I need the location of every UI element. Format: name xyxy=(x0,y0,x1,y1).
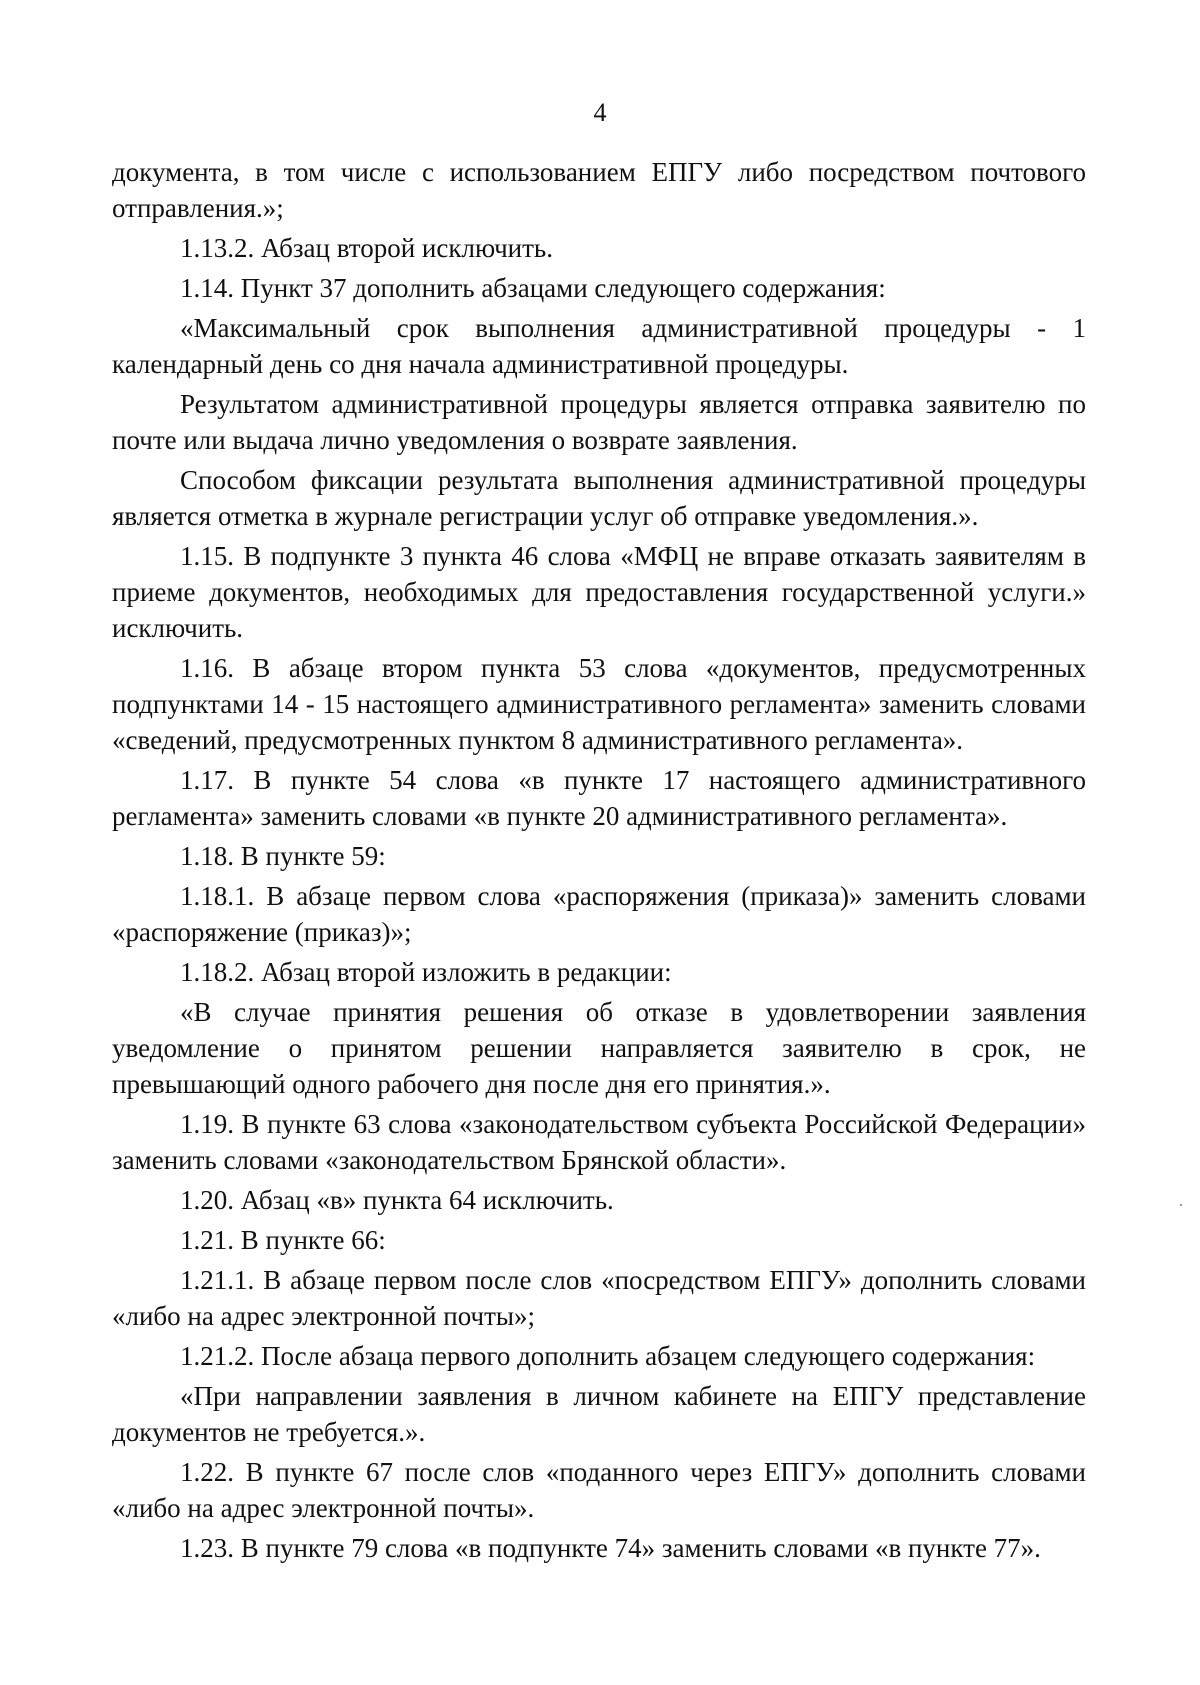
paragraph-1-17: 1.17. В пункте 54 слова «в пункте 17 настоящего административного регламента» заменить словами «в пункте 20 административного регламента». xyxy=(112,765,1086,831)
paragraph-result: Результатом административной процедуры является отправка заявителю по почте или выдача лично уведомления о возврате заявления. xyxy=(112,389,1086,455)
paragraph-1-19: 1.19. В пункте 63 слова «законодательством субъекта Российской Федерации» заменить словами «законодательством Брянской области». xyxy=(112,1109,1086,1175)
paragraph-1-15: 1.15. В подпункте 3 пункта 46 слова «МФЦ не вправе отказать заявителям в приеме документов, необходимых для предоставления государственной услуги.» исключить. xyxy=(112,541,1086,643)
scan-artifact xyxy=(1180,1204,1182,1206)
paragraph-1-18-2: 1.18.2. Абзац второй изложить в редакции: xyxy=(180,957,672,987)
page-number: 4 xyxy=(593,98,607,127)
paragraph-1-18: 1.18. В пункте 59: xyxy=(180,841,386,871)
paragraph-1-20: 1.20. Абзац «в» пункта 64 исключить. xyxy=(180,1185,614,1215)
paragraph-1-23: 1.23. В пункте 79 слова «в подпункте 74» заменить словами «в пункте 77». xyxy=(180,1533,1041,1563)
paragraph-1-18-1: 1.18.1. В абзаце первом слова «распоряжения (приказа)» заменить словами «распоряжение (приказ)»; xyxy=(112,881,1086,947)
paragraph-quote-refusal: «В случае принятия решения об отказе в удовлетворении заявления уведомление о принятом решении направляется заявителю в срок, не превышающий одного рабочего дня после дня его принятия.». xyxy=(112,997,1086,1099)
paragraph-fixation: Способом фиксации результата выполнения административной процедуры является отметка в журнале регистрации услуг об отправке уведомления.». xyxy=(112,465,1086,531)
paragraph-1-16: 1.16. В абзаце втором пункта 53 слова «документов, предусмотренных подпунктами 14 - 15 настоящего административного регламента» заменить словами «сведений, предусмотренных пунктом 8 административного регламента». xyxy=(112,653,1086,755)
paragraph-quote-max-term: «Максимальный срок выполнения административной процедуры - 1 календарный день со дня начала административной процедуры. xyxy=(112,313,1086,379)
paragraph-1-13-2: 1.13.2. Абзац второй исключить. xyxy=(180,233,553,263)
paragraph-1-21-2: 1.21.2. После абзаца первого дополнить абзацем следующего содержания: xyxy=(180,1341,1036,1371)
paragraph-1-14: 1.14. Пункт 37 дополнить абзацами следующего содержания: xyxy=(180,273,886,303)
paragraph-quote-epgu: «При направлении заявления в личном кабинете на ЕПГУ представление документов не требуется.». xyxy=(112,1381,1086,1447)
paragraph-continuation: документа, в том числе с использованием ЕПГУ либо посредством почтового отправления.»; xyxy=(112,157,1086,223)
document-body xyxy=(112,154,1086,1566)
paragraph-1-22: 1.22. В пункте 67 после слов «поданного через ЕПГУ» дополнить словами «либо на адрес электронной почты». xyxy=(112,1457,1086,1523)
paragraph-1-21: 1.21. В пункте 66: xyxy=(180,1225,386,1255)
paragraph-1-21-1: 1.21.1. В абзаце первом после слов «посредством ЕПГУ» дополнить словами «либо на адрес электронной почты»; xyxy=(112,1265,1086,1331)
